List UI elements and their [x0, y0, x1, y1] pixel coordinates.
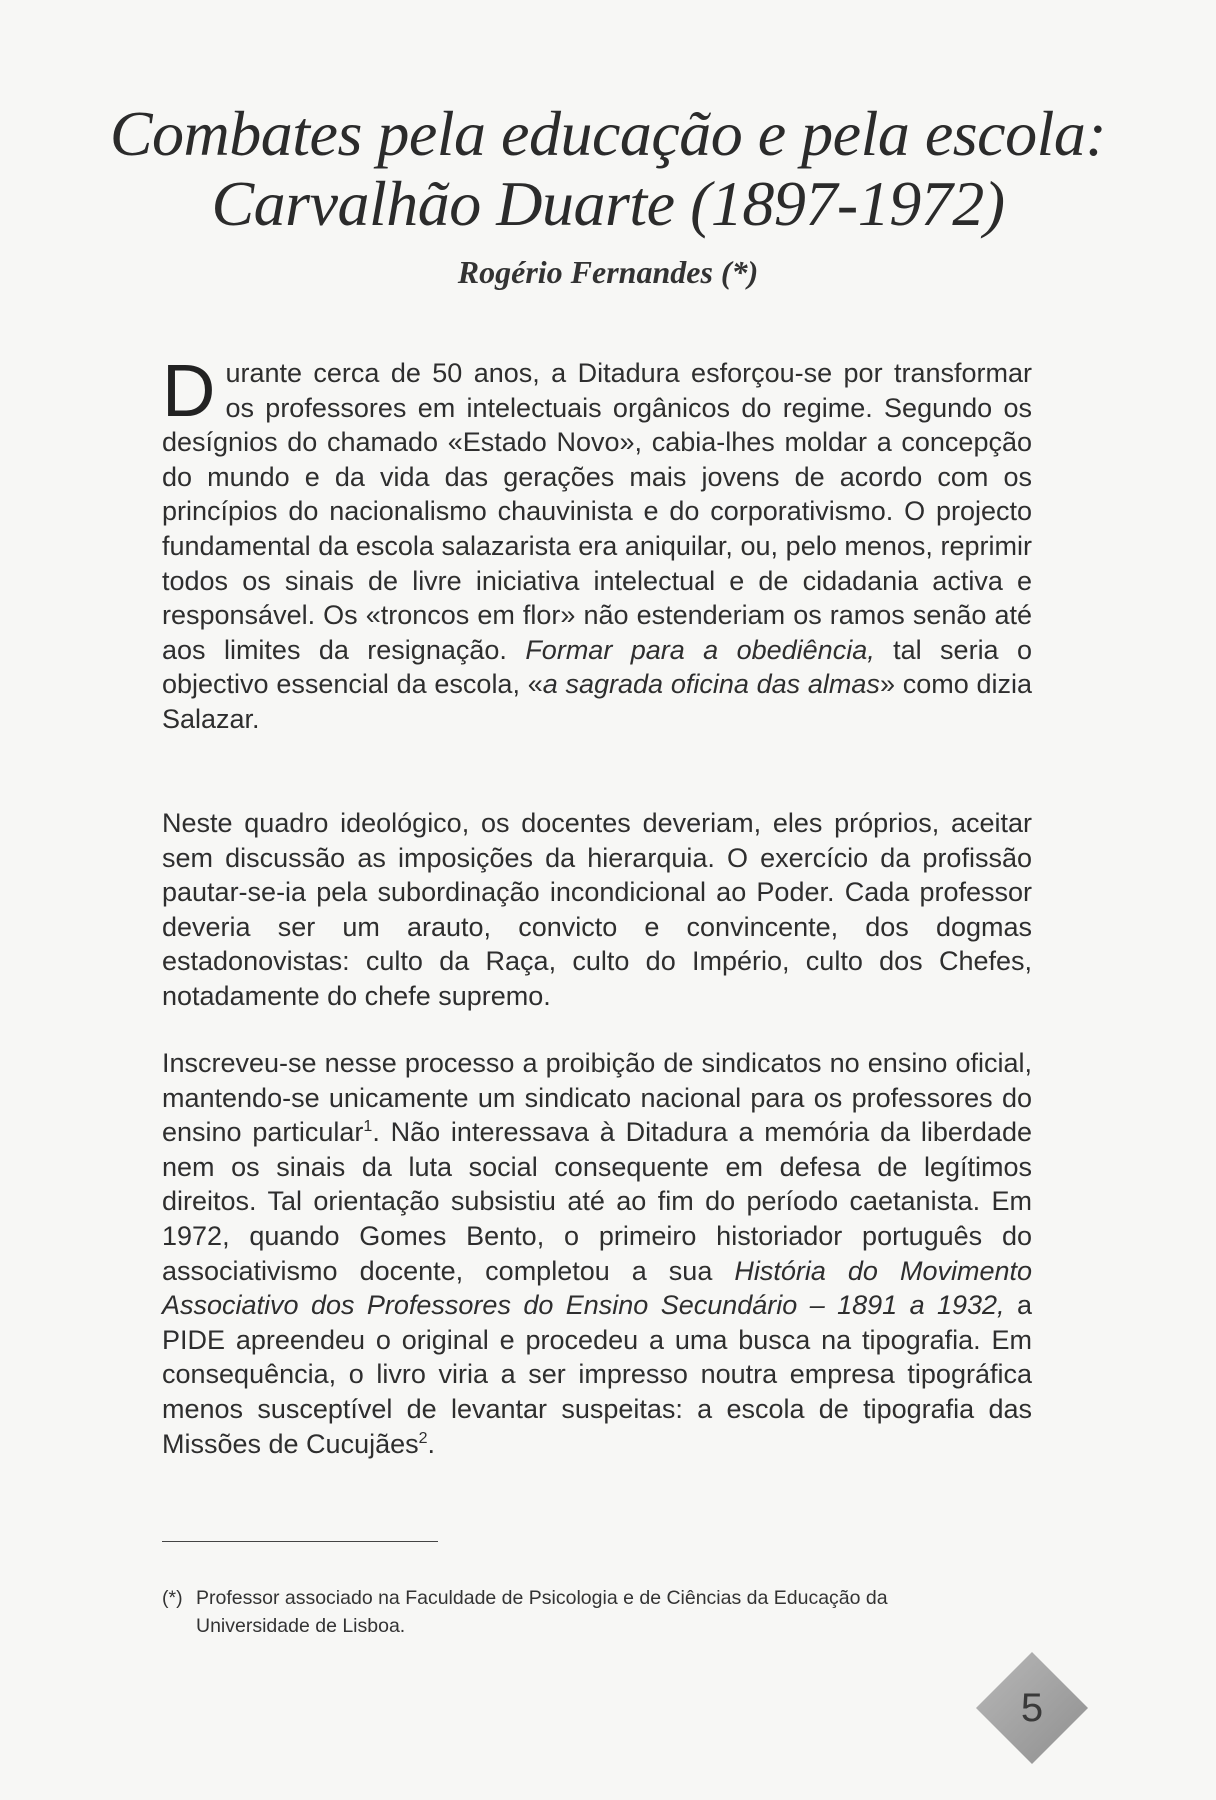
paragraph-3-text-d: . [427, 1428, 436, 1459]
paragraph-2: Neste quadro ideológico, os docentes deveriam, eles próprios, aceitar sem discussão as imposições da hierarquia. O exercício da profissão pautar-se-ia pela subordinação incondicional ao Poder. Cada professor deveria ser um arauto, convicto e convincente, dos dogmas estadonovistas: culto da Raça, culto do Império, culto dos Chefes, notadamente do chefe supremo. [162, 808, 1032, 1011]
paragraph-3-text-a: Inscreveu-se nesse processo a proibição de sindicatos no ensino oficial, mantendo-se unicamente um sindicato nacional para os professores do ensino particular [162, 1048, 1032, 1148]
article-title-line-2: Carvalhão Duarte (1897-1972) [211, 168, 1005, 239]
paragraph-3-text-c: a PIDE apreendeu o original e procedeu a uma busca na tipografia. Em consequência, o livro viria a ser impresso noutra empresa tipográfica menos susceptível de levantar suspeitas: a escola de tipografia das Missões de Cucujães [162, 1290, 1032, 1459]
footnote [162, 1584, 1032, 1640]
footnote-ref-2: 2 [418, 1429, 428, 1447]
paragraph-3-text-b: . Não interessava à Ditadura a memória da liberdade nem os sinais da luta social consequente em defesa de legítimos direitos. Tal orientação subsistiu até ao fim do período caetanista. Em 1972, quando Gomes Bento, o primeiro historiador português do associativismo docente, completou a sua [162, 1117, 1032, 1286]
footnote-marker: (*) [162, 1587, 183, 1609]
footnote-line-2: Universidade de Lisboa. [196, 1615, 406, 1637]
paragraph-1-italic-a: Formar para a obediência, [525, 634, 875, 665]
paragraph-1-text-a: urante cerca de 50 anos, a Ditadura esforçou-se por transformar os professores em intelectuais orgânicos do regime. Segundo os desígnios do chamado «Estado Novo», cabia-lhes moldar a concepção do mundo e da vida das gerações mais jovens de acordo com os princípios do nacionalismo chauvinista e do corporativismo. O projecto fundamental da escola salazarista era aniquilar, ou, pelo menos, reprimir todos os sinais de livre iniciativa intelectual e de cidadania activa e responsável. Os «troncos em flor» não estenderiam os ramos senão até aos limites da resignação. [162, 358, 1032, 665]
article-title-line-1: Combates pela educação e pela escola: [109, 98, 1107, 169]
footnote-separator [162, 1541, 438, 1542]
drop-cap: D [162, 349, 216, 432]
paragraph-1-text-b: tal seria o objectivo essencial da escola, « [162, 634, 1033, 700]
footnote-line-1: Professor associado na Faculdade de Psicologia e de Ciências da Educação da [196, 1587, 888, 1609]
footnote-ref-1: 1 [363, 1118, 373, 1136]
paragraph-3-italic-a: História do Movimento Associativo dos Professores do Ensino Secundário – 1891 a 1932, [162, 1255, 1032, 1321]
paragraph-1-text-c: » como dizia Salazar. [162, 669, 1033, 734]
paragraph-1 [162, 349, 1033, 737]
paragraph-1-italic-b: a sagrada oficina das almas [542, 669, 880, 700]
author-byline: Rogério Fernandes (*) [457, 254, 759, 290]
page-number: 5 [1020, 1686, 1044, 1730]
paragraph-3 [162, 1046, 1032, 1461]
